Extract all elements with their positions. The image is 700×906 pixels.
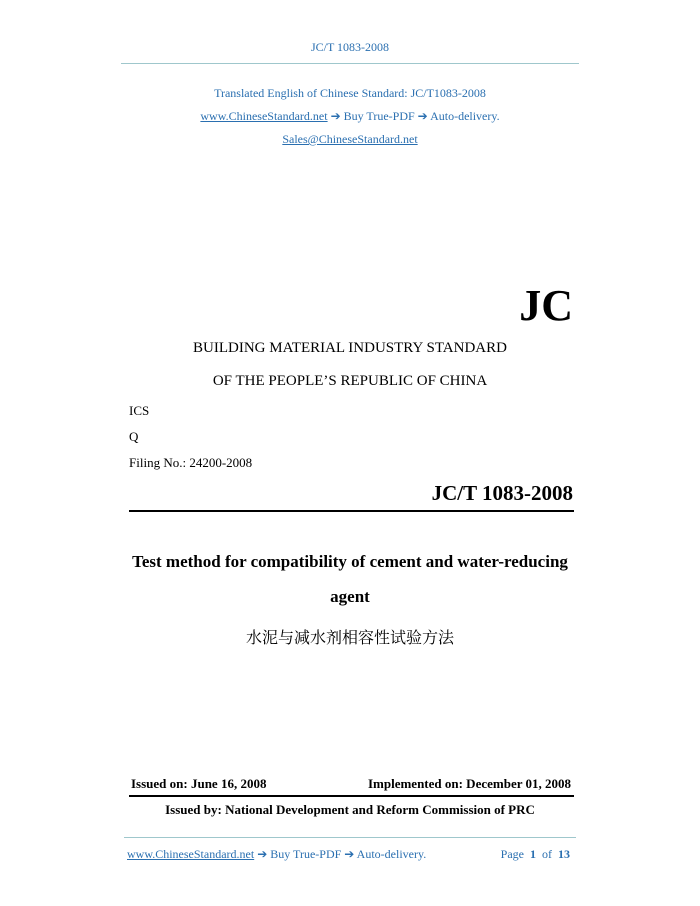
page-current: 1 [530,847,536,861]
ics-label: ICS [129,403,150,418]
footer-site-link[interactable]: www.ChineseStandard.net [127,847,255,861]
site-link[interactable]: www.ChineseStandard.net [200,109,328,123]
footer-divider [124,837,576,838]
page-indicator [501,847,570,862]
title-chinese: 水泥与减水剂相容性试验方法 [245,628,454,647]
industry-line-1: BUILDING MATERIAL INDUSTRY STANDARD [193,340,507,356]
buy-text: ➔ Buy True-PDF ➔ Auto-delivery. [327,109,500,123]
page-label: Page [500,847,524,861]
issued-by: Issued by: National Development and Reform Commission of PRC [165,802,535,817]
footer-purchase-line [127,847,426,862]
issue-rule [129,795,574,797]
sales-email-link[interactable]: Sales@ChineseStandard.net [282,132,418,146]
issued-on: Issued on: June 16, 2008 [131,776,267,791]
standard-code-mark: JC [519,281,573,330]
industry-line-2: OF THE PEOPLE’S REPUBLIC OF CHINA [212,373,488,389]
q-label: Q [129,429,139,444]
sales-line [0,132,700,147]
title-english-line-1: Test method for compatibility of cement and water-reducing [132,552,568,571]
translation-notice: Translated English of Chinese Standard: JC/T1083-2008 [214,86,486,100]
page-total: 13 [558,847,570,861]
filing-number: Filing No.: 24200-2008 [129,455,253,470]
standard-number: JC/T 1083-2008 [431,481,573,505]
running-header: JC/T 1083-2008 [310,40,390,54]
header-divider [121,63,579,64]
of-label: of [542,847,552,861]
purchase-line [0,109,700,124]
footer-buy-text: ➔ Buy True-PDF ➔ Auto-delivery. [254,847,427,861]
title-english-line-2: agent [330,587,370,606]
standard-number-rule [129,510,574,512]
implemented-on: Implemented on: December 01, 2008 [367,776,571,791]
